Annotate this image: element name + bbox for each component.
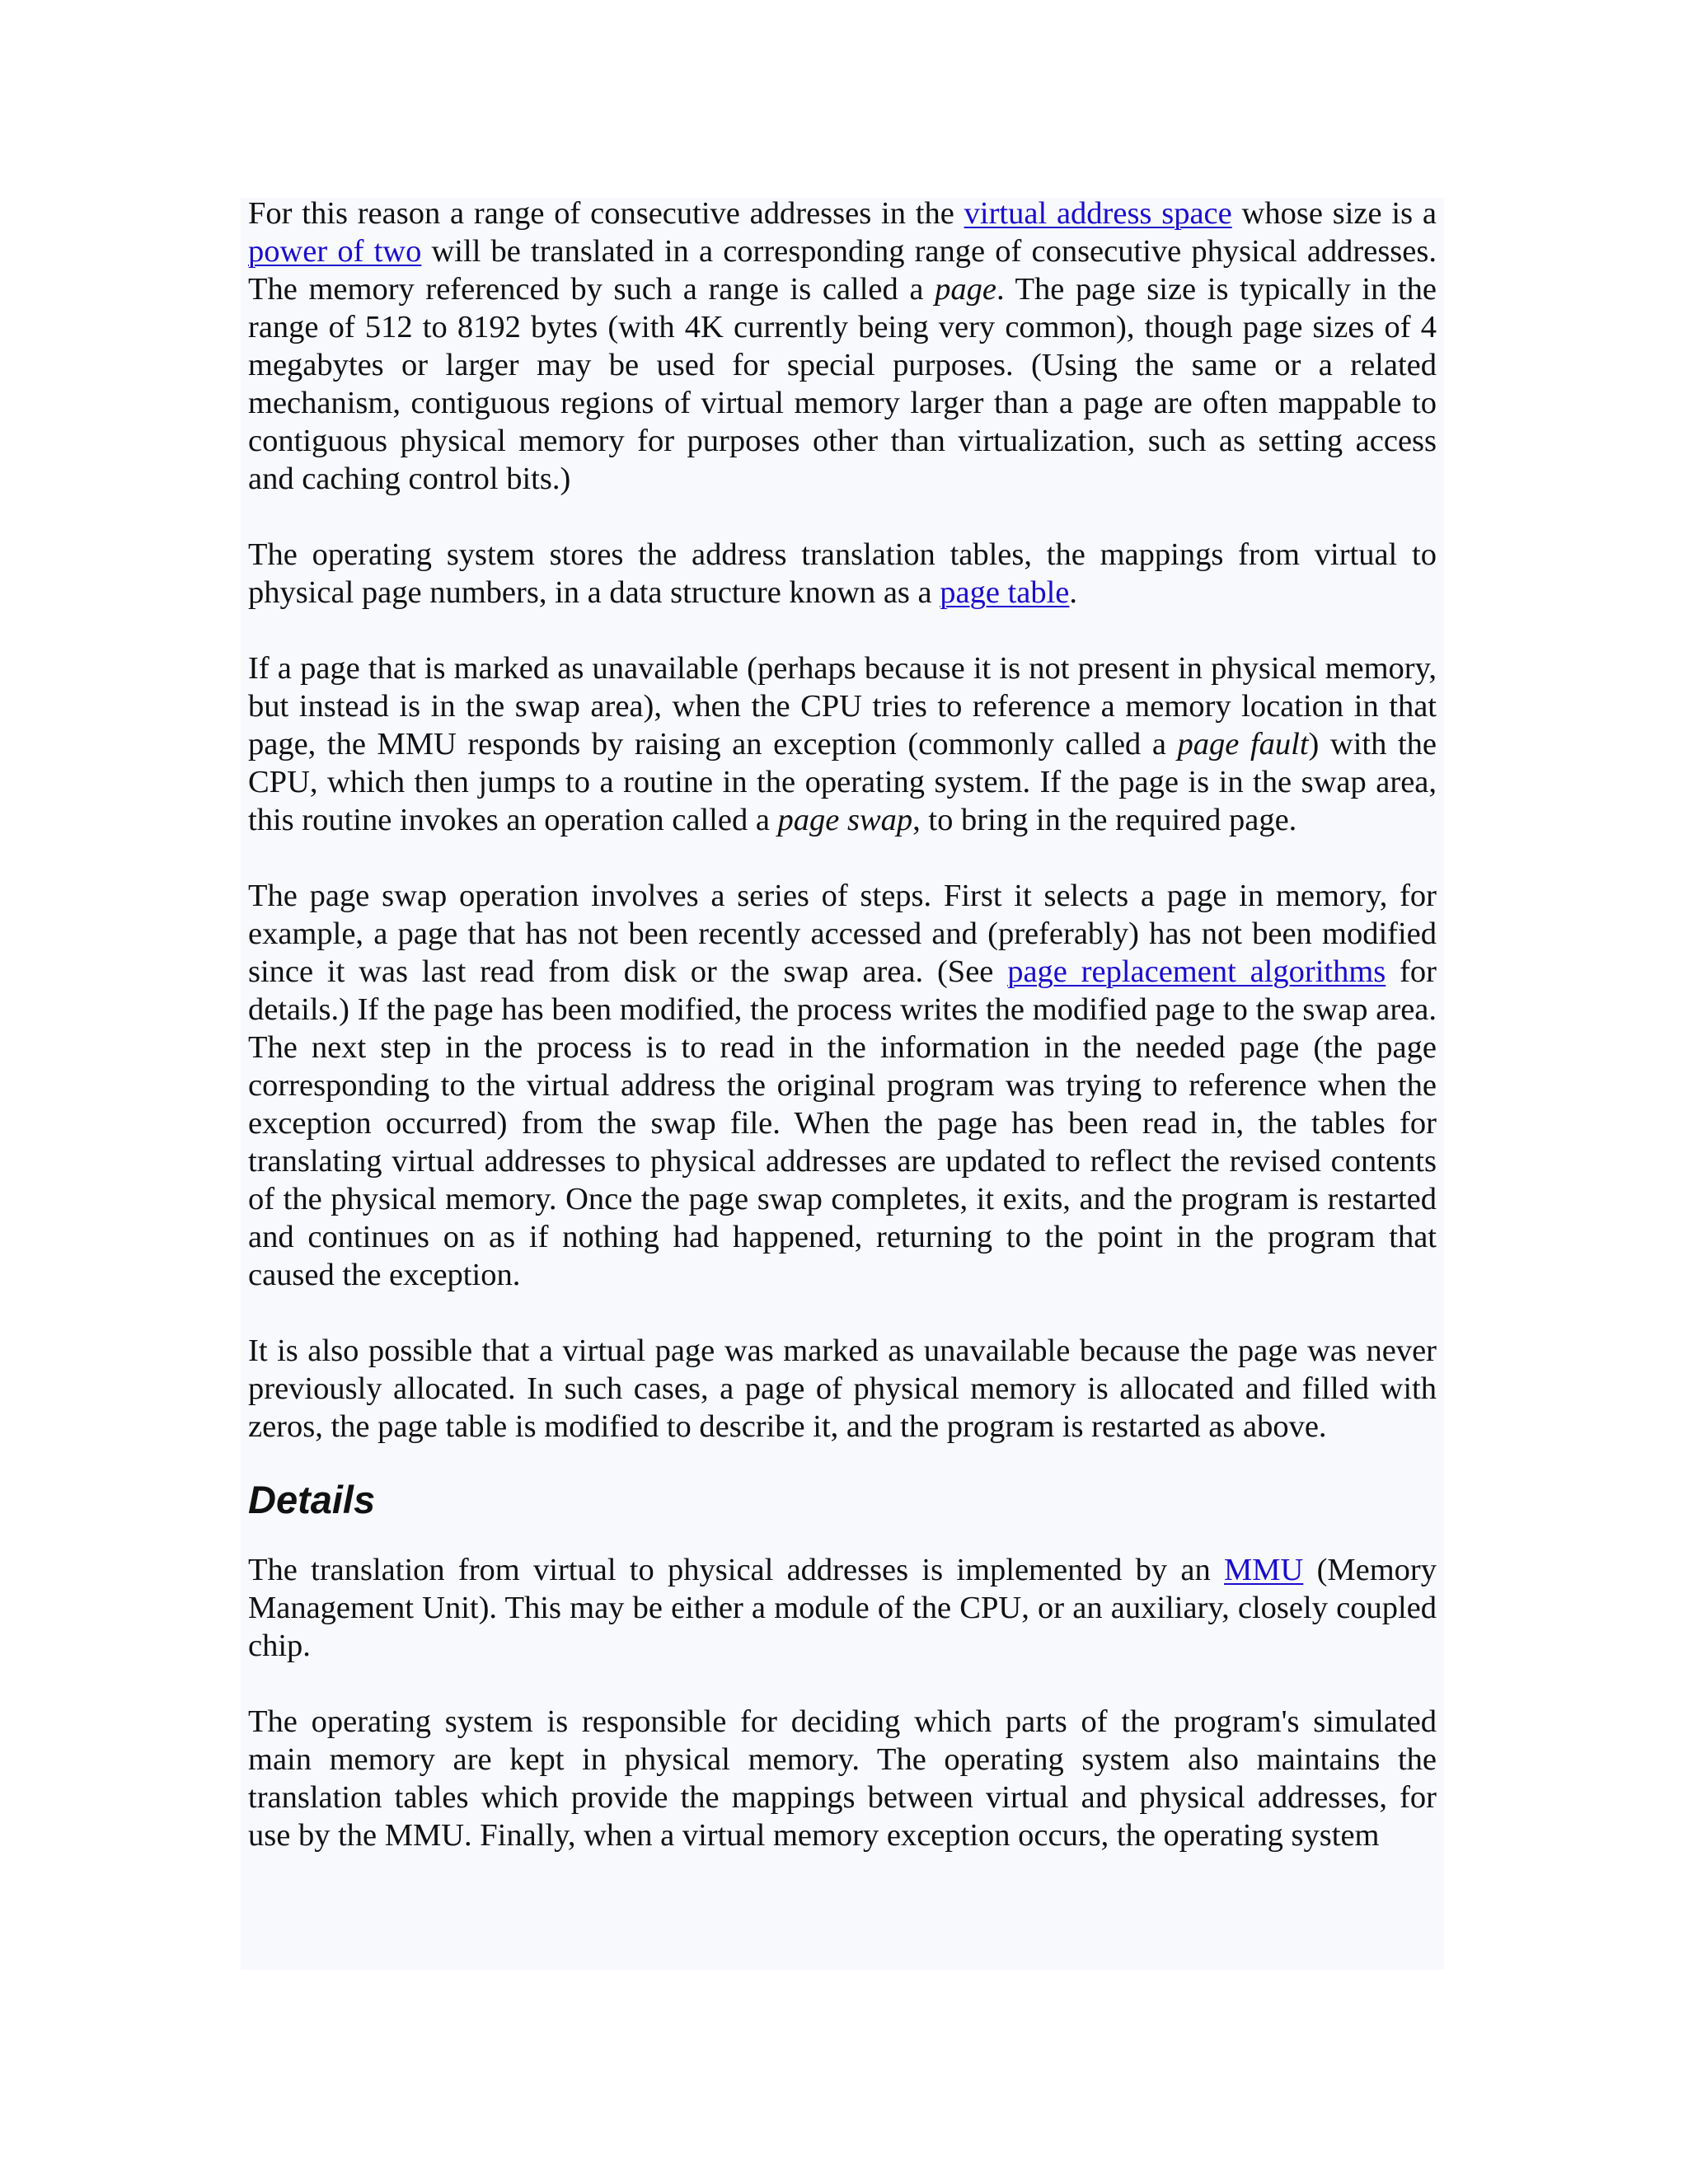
article-body — [248, 194, 1437, 1854]
section-heading-details: Details — [248, 1478, 376, 1521]
link-mmu[interactable]: MMU — [1224, 1553, 1304, 1587]
paragraph-mmu: The translation from virtual to physical addresses is implemented by an MMU (Memory Management Unit). This may be either a module of the CPU, or an auxiliary, closely coupled chip. — [248, 1553, 1437, 1663]
paragraph-os-responsibility: The operating system is responsible for deciding which parts of the program's simulated main memory are kept in physical memory. The operating system also maintains the translation tables which provide the mappings between virtual and physical addresses, for use by the MMU. Finally, when a virtual memory exception occurs, the operating system — [248, 1704, 1437, 1853]
paragraph-page-swap-operation: The page swap operation involves a series of steps. First it selects a page in memory, for example, a page that has not been recently accessed and (preferably) has not been modified since it was last read from disk or the swap area. (See page replacement algorithms for details.) If the page has been modified, the process writes the modified page to the swap area. The next step in the process is to read in the information in the needed page (the page corresponding to the virtual address the original program was trying to reference when the exception occurred) from the swap file. When the page has been read in, the tables for translating virtual addresses to physical addresses are updated to reflect the revised contents of the physical memory. Once the page swap completes, it exits, and the program is restarted and continues on as if nothing had happened, returning to the point in the program that caused the exception. — [248, 879, 1437, 1292]
link-virtual-address-space[interactable]: virtual address space — [964, 196, 1232, 231]
term-page: page — [935, 272, 996, 307]
paragraph-page-table: The operating system stores the address translation tables, the mappings from virtual to physical page numbers, in a data structure known as a page table. — [248, 537, 1437, 610]
link-power-of-two[interactable]: power of two — [248, 234, 422, 269]
term-page-fault: page fault — [1177, 727, 1309, 762]
paragraph-unallocated-page: It is also possible that a virtual page was marked as unavailable because the page was never previously allocated. In such cases, a page of physical memory is allocated and filled with zeros, the page table is modified to describe it, and the program is restarted as above. — [248, 1333, 1437, 1444]
paragraph-page-definition: For this reason a range of consecutive addresses in the virtual address space whose size is a power of two will be translated in a corresponding range of consecutive physical addresses. The memory referenced by such a range is called a page. The page size is typically in the range of 512 to 8192 bytes (with 4K currently being very common), though page sizes of 4 megabytes or larger may be used for special purposes. (Using the same or a related mechanism, contiguous regions of virtual memory larger than a page are often mappable to contiguous physical memory for purposes other than virtualization, such as setting access and caching control bits.) — [248, 196, 1437, 496]
link-page-table[interactable]: page table — [940, 575, 1070, 610]
term-page-swap: page swap — [777, 803, 913, 837]
link-page-replacement-algorithms[interactable]: page replacement algorithms — [1007, 954, 1386, 989]
paragraph-page-fault: If a page that is marked as unavailable (perhaps because it is not present in physical memory, but instead is in the swap area), when the CPU tries to reference a memory location in that page, the MMU responds by raising an exception (commonly called a page fault) with the CPU, which then jumps to a routine in the operating system. If the page is in the swap area, this routine invokes an operation called a page swap, to bring in the required page. — [248, 651, 1437, 837]
